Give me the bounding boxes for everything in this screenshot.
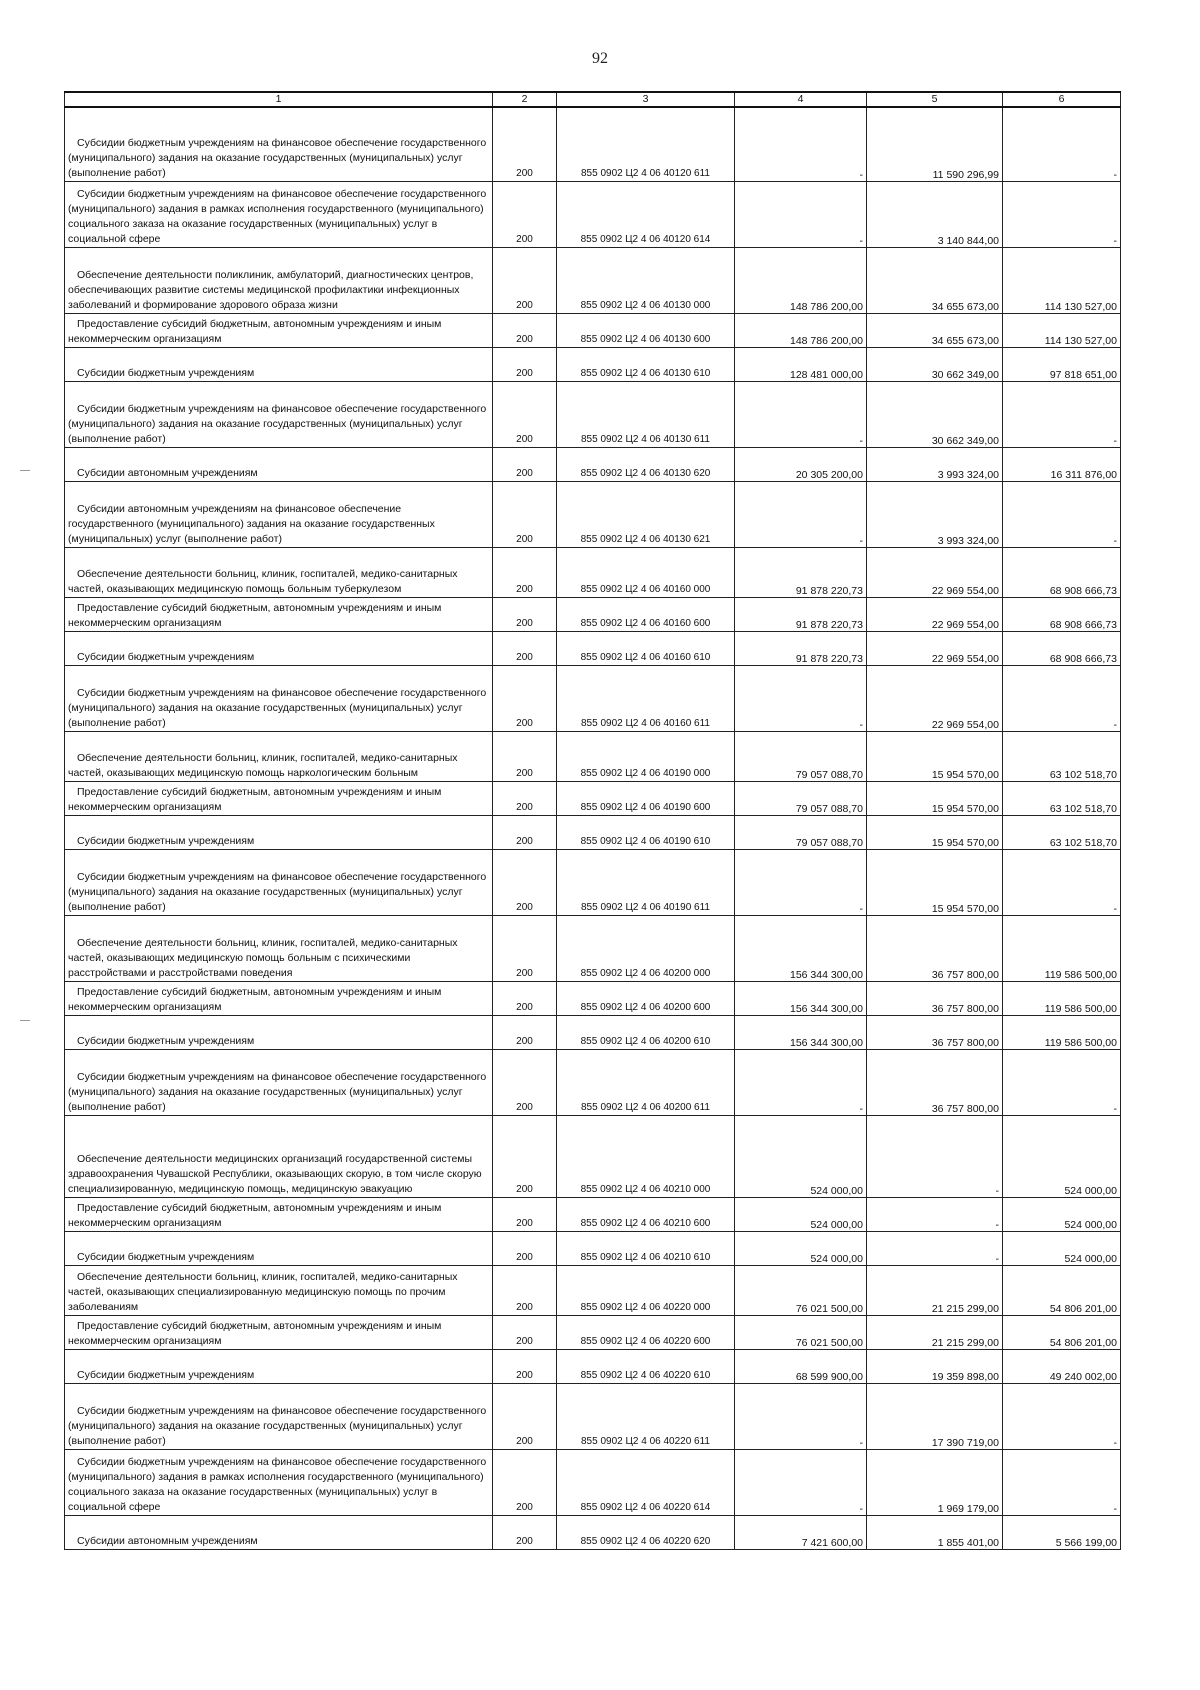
row-name: Субсидии бюджетным учреждениям на финансовое обеспечение государственного (муниципального) задания на оказание государственных (муниципальных) услуг (выполнение работ) [68,1404,487,1447]
row-code: 200 [516,433,533,445]
row-value-5: 3 140 844,00 [937,234,999,247]
row-value-6: 68 908 666,73 [1049,652,1117,665]
table-row [65,481,1121,547]
row-value-6: - [1113,534,1117,547]
row-name: Обеспечение деятельности больниц, клиник, госпиталей, медико-санитарных частей, оказывающих медицинскую помощь наркологическим больным [68,751,458,779]
table-row [65,915,1121,981]
row-code: 200 [516,167,533,179]
row-name: Обеспечение деятельности больниц, клиник, госпиталей, медико-санитарных частей, оказывающих специализированную медицинскую помощь по прочим заболеваниям [68,1270,458,1313]
row-value-5: 21 215 299,00 [931,1302,999,1315]
row-value-4: 524 000,00 [810,1218,863,1231]
row-value-6: 119 586 500,00 [1044,1002,1117,1015]
row-code: 200 [516,717,533,729]
row-kbk: 855 0902 Ц2 4 06 40220 000 [580,1301,711,1313]
row-value-6: - [1113,1502,1117,1515]
row-value-6: 524 000,00 [1064,1184,1117,1197]
row-kbk: 855 0902 Ц2 4 06 40220 620 [580,1535,711,1547]
row-value-4: 79 057 088,70 [795,836,863,849]
scan-mark [20,470,30,471]
row-value-6: 68 908 666,73 [1049,584,1117,597]
row-code: 200 [516,1501,533,1513]
table-row [65,247,1121,313]
table-row [65,631,1121,665]
row-value-5: 3 993 324,00 [937,468,999,481]
row-value-5: 11 590 296,99 [932,168,999,181]
row-value-4: 91 878 220,73 [795,618,863,631]
table-row [65,849,1121,915]
row-value-4: - [859,1502,863,1515]
row-code: 200 [516,967,533,979]
row-kbk: 855 0902 Ц2 4 06 40160 600 [580,617,711,629]
row-value-6: 16 311 876,00 [1050,468,1117,481]
row-name: Обеспечение деятельности медицинских организаций государственной системы здравоохранения Чувашской Республики, оказывающих скорую, в том числе скорую специализированную, медицинскую помощь, медицинскую эвакуацию [68,1152,482,1195]
row-name: Субсидии бюджетным учреждениям на финансовое обеспечение государственного (муниципального) задания на оказание государственных (муниципальных) услуг (выполнение работ) [68,686,487,729]
row-code: 200 [516,1217,533,1229]
row-value-5: 36 757 800,00 [931,968,999,981]
row-value-4: 156 344 300,00 [790,1036,863,1049]
scan-mark [20,1020,30,1021]
row-code: 200 [516,1369,533,1381]
row-kbk: 855 0902 Ц2 4 06 40130 611 [581,433,710,445]
row-kbk: 855 0902 Ц2 4 06 40130 000 [580,299,711,311]
row-value-5: 15 954 570,00 [931,836,999,849]
row-name: Предоставление субсидий бюджетным, автономным учреждениям и иным некоммерческим организациям [68,601,442,629]
table-row [65,981,1121,1015]
table-row [65,815,1121,849]
row-value-5: 3 993 324,00 [937,534,999,547]
row-kbk: 855 0902 Ц2 4 06 40210 000 [580,1183,711,1195]
column-header: 2 [493,92,557,107]
row-value-4: - [859,902,863,915]
row-name: Обеспечение деятельности поликлиник, амбулаторий, диагностических центров, обеспечивающих развитие системы медицинской профилактики инфекционных заболеваний и формирование здорового образа жизни [68,268,474,311]
row-value-4: 148 786 200,00 [790,334,863,347]
row-name: Субсидии бюджетным учреждениям [77,1250,255,1263]
row-code: 200 [516,801,533,813]
row-code: 200 [516,1435,533,1447]
row-name: Обеспечение деятельности больниц, клиник, госпиталей, медико-санитарных частей, оказывающих медицинскую помощь больным с психическими расстройствами и расстройствами поведения [68,936,458,979]
row-name: Субсидии бюджетным учреждениям на финансовое обеспечение государственного (муниципального) задания на оказание государственных (муниципальных) услуг (выполнение работ) [68,870,487,913]
row-kbk: 855 0902 Ц2 4 06 40160 611 [581,717,710,729]
row-kbk: 855 0902 Ц2 4 06 40200 600 [580,1001,711,1013]
row-value-6: 63 102 518,70 [1049,768,1117,781]
table-row [65,1265,1121,1315]
row-kbk: 855 0902 Ц2 4 06 40120 614 [580,233,711,245]
row-value-5: 30 662 349,00 [931,368,999,381]
row-code: 200 [516,901,533,913]
table-row [65,597,1121,631]
table-row [65,547,1121,597]
row-value-5: 15 954 570,00 [931,802,999,815]
row-value-4: 524 000,00 [810,1184,863,1197]
table-body [65,107,1121,1549]
table-row [65,665,1121,731]
row-value-4: 20 305 200,00 [795,468,863,481]
column-header: 3 [557,92,735,107]
row-code: 200 [516,333,533,345]
row-value-6: - [1113,902,1117,915]
row-kbk: 855 0902 Ц2 4 06 40200 611 [581,1101,710,1113]
row-kbk: 855 0902 Ц2 4 06 40200 000 [580,967,711,979]
row-value-5: 19 359 898,00 [931,1370,999,1383]
row-value-6: 97 818 651,00 [1049,368,1117,381]
row-value-5: 22 969 554,00 [931,718,999,731]
row-code: 200 [516,1335,533,1347]
row-value-6: 54 806 201,00 [1049,1336,1117,1349]
budget-table [64,91,1121,1550]
row-value-6: - [1113,718,1117,731]
row-name: Субсидии бюджетным учреждениям [77,1034,255,1047]
row-value-4: 156 344 300,00 [790,968,863,981]
row-value-4: 128 481 000,00 [790,368,863,381]
row-name: Субсидии автономным учреждениям [77,1534,258,1547]
row-kbk: 855 0902 Ц2 4 06 40190 611 [581,901,710,913]
row-name: Субсидии бюджетным учреждениям [77,650,255,663]
row-name: Предоставление субсидий бюджетным, автономным учреждениям и иным некоммерческим организациям [68,985,442,1013]
table-row [65,107,1121,181]
table-row [65,1515,1121,1549]
row-name: Субсидии бюджетным учреждениям на финансовое обеспечение государственного (муниципального) задания в рамках исполнения государственного (муниципального) социального заказа на оказание государственных (муниципальных) услуг в социальной сфере [68,187,487,245]
row-value-6: - [1113,234,1117,247]
row-value-4: 91 878 220,73 [795,652,863,665]
row-value-4: - [859,718,863,731]
row-value-4: - [859,234,863,247]
row-value-5: 1 969 179,00 [937,1502,999,1515]
row-value-6: - [1113,434,1117,447]
row-kbk: 855 0902 Ц2 4 06 40220 610 [580,1369,711,1381]
row-value-4: - [859,534,863,547]
row-value-5: 15 954 570,00 [931,768,999,781]
row-value-6: 54 806 201,00 [1049,1302,1117,1315]
row-value-6: - [1113,1102,1117,1115]
table-row [65,731,1121,781]
row-value-5: 22 969 554,00 [931,584,999,597]
table-row [65,181,1121,247]
row-code: 200 [516,233,533,245]
row-code: 200 [516,367,533,379]
row-value-6: 68 908 666,73 [1049,618,1117,631]
row-name: Субсидии бюджетным учреждениям [77,834,255,847]
row-value-4: - [859,434,863,447]
row-kbk: 855 0902 Ц2 4 06 40130 621 [580,533,711,545]
table-row [65,1449,1121,1515]
row-code: 200 [516,1001,533,1013]
row-value-6: - [1113,168,1117,181]
row-value-4: 91 878 220,73 [795,584,863,597]
table-row [65,1315,1121,1349]
row-name: Предоставление субсидий бюджетным, автономным учреждениям и иным некоммерческим организациям [68,317,442,345]
row-value-5: - [995,1184,999,1197]
row-code: 200 [516,1535,533,1547]
header-row [65,92,1121,107]
table-row [65,1015,1121,1049]
row-value-5: - [995,1218,999,1231]
table-row [65,313,1121,347]
row-name: Субсидии бюджетным учреждениям [77,1368,255,1381]
row-value-5: 30 662 349,00 [931,434,999,447]
table-row [65,381,1121,447]
row-value-4: 68 599 900,00 [795,1370,863,1383]
row-code: 200 [516,617,533,629]
row-value-5: 21 215 299,00 [931,1336,999,1349]
table-row [65,447,1121,481]
table-row [65,1231,1121,1265]
row-kbk: 855 0902 Ц2 4 06 40160 610 [580,651,711,663]
row-kbk: 855 0902 Ц2 4 06 40130 620 [580,467,711,479]
row-name: Предоставление субсидий бюджетным, автономным учреждениям и иным некоммерческим организациям [68,785,442,813]
row-code: 200 [516,1251,533,1263]
row-value-6: 119 586 500,00 [1044,968,1117,981]
row-name: Предоставление субсидий бюджетным, автономным учреждениям и иным некоммерческим организациям [68,1319,442,1347]
row-code: 200 [516,533,533,545]
column-header: 1 [65,92,493,107]
row-value-4: 156 344 300,00 [790,1002,863,1015]
table-row [65,347,1121,381]
row-kbk: 855 0902 Ц2 4 06 40190 000 [580,767,711,779]
row-name: Предоставление субсидий бюджетным, автономным учреждениям и иным некоммерческим организациям [68,1201,442,1229]
row-name: Субсидии бюджетным учреждениям на финансовое обеспечение государственного (муниципального) задания в рамках исполнения государственного (муниципального) социального заказа на оказание государственных (муниципальных) услуг в социальной сфере [68,1455,487,1513]
row-kbk: 855 0902 Ц2 4 06 40220 611 [581,1435,710,1447]
table-row [65,1197,1121,1231]
row-code: 200 [516,835,533,847]
row-kbk: 855 0902 Ц2 4 06 40130 610 [580,367,711,379]
row-name: Обеспечение деятельности больниц, клиник, госпиталей, медико-санитарных частей, оказывающих медицинскую помощь больным туберкулезом [68,567,458,595]
row-kbk: 855 0902 Ц2 4 06 40200 610 [580,1035,711,1047]
row-value-6: 524 000,00 [1064,1252,1117,1265]
row-value-6: 114 130 527,00 [1044,334,1117,347]
row-value-6: - [1113,1436,1117,1449]
row-value-4: 7 421 600,00 [801,1536,863,1549]
row-kbk: 855 0902 Ц2 4 06 40220 614 [580,1501,711,1513]
column-header: 5 [867,92,1003,107]
row-value-4: 76 021 500,00 [795,1336,863,1349]
row-name: Субсидии автономным учреждениям на финансовое обеспечение государственного (муниципального) задания на оказание государственных (муниципальных) услуг (выполнение работ) [68,502,435,545]
row-value-5: 36 757 800,00 [931,1036,999,1049]
row-code: 200 [516,299,533,311]
row-code: 200 [516,583,533,595]
row-kbk: 855 0902 Ц2 4 06 40210 600 [580,1217,711,1229]
row-code: 200 [516,1101,533,1113]
row-value-6: 63 102 518,70 [1049,802,1117,815]
column-header: 6 [1003,92,1121,107]
row-code: 200 [516,651,533,663]
row-value-4: 76 021 500,00 [795,1302,863,1315]
row-value-5: 36 757 800,00 [931,1102,999,1115]
row-value-6: 49 240 002,00 [1049,1370,1117,1383]
row-name: Субсидии автономным учреждениям [77,466,258,479]
row-value-5: 34 655 673,00 [931,334,999,347]
row-kbk: 855 0902 Ц2 4 06 40210 610 [580,1251,711,1263]
row-code: 200 [516,467,533,479]
row-value-6: 63 102 518,70 [1049,836,1117,849]
row-value-4: 79 057 088,70 [795,802,863,815]
row-value-5: 22 969 554,00 [931,618,999,631]
row-code: 200 [516,1035,533,1047]
row-value-4: 524 000,00 [810,1252,863,1265]
row-kbk: 855 0902 Ц2 4 06 40120 611 [581,167,710,179]
row-name: Субсидии бюджетным учреждениям на финансовое обеспечение государственного (муниципального) задания на оказание государственных (муниципальных) услуг (выполнение работ) [68,136,487,179]
table-row [65,781,1121,815]
row-value-5: 22 969 554,00 [931,652,999,665]
page-number: 92 [592,50,608,67]
row-code: 200 [516,767,533,779]
row-value-4: - [859,1436,863,1449]
row-name: Субсидии бюджетным учреждениям на финансовое обеспечение государственного (муниципального) задания на оказание государственных (муниципальных) услуг (выполнение работ) [68,1070,487,1113]
row-code: 200 [516,1301,533,1313]
row-value-5: 34 655 673,00 [931,300,999,313]
row-value-5: 15 954 570,00 [931,902,999,915]
row-kbk: 855 0902 Ц2 4 06 40220 600 [580,1335,711,1347]
row-value-6: 524 000,00 [1064,1218,1117,1231]
table-row [65,1349,1121,1383]
row-value-4: 148 786 200,00 [790,300,863,313]
row-value-5: - [995,1252,999,1265]
row-value-6: 5 566 199,00 [1055,1536,1117,1549]
row-kbk: 855 0902 Ц2 4 06 40130 600 [580,333,711,345]
table-row [65,1115,1121,1197]
row-kbk: 855 0902 Ц2 4 06 40190 610 [580,835,711,847]
row-value-6: 114 130 527,00 [1044,300,1117,313]
row-value-5: 17 390 719,00 [931,1436,999,1449]
row-name: Субсидии бюджетным учреждениям на финансовое обеспечение государственного (муниципального) задания на оказание государственных (муниципальных) услуг (выполнение работ) [68,402,487,445]
row-value-4: 79 057 088,70 [795,768,863,781]
table-row [65,1049,1121,1115]
column-header: 4 [735,92,867,107]
row-value-4: - [859,1102,863,1115]
row-name: Субсидии бюджетным учреждениям [77,366,255,379]
row-kbk: 855 0902 Ц2 4 06 40160 000 [580,583,711,595]
row-value-6: 119 586 500,00 [1044,1036,1117,1049]
row-code: 200 [516,1183,533,1195]
row-value-5: 1 855 401,00 [937,1536,999,1549]
row-value-4: - [859,168,863,181]
row-value-5: 36 757 800,00 [931,1002,999,1015]
table-row [65,1383,1121,1449]
row-kbk: 855 0902 Ц2 4 06 40190 600 [580,801,711,813]
